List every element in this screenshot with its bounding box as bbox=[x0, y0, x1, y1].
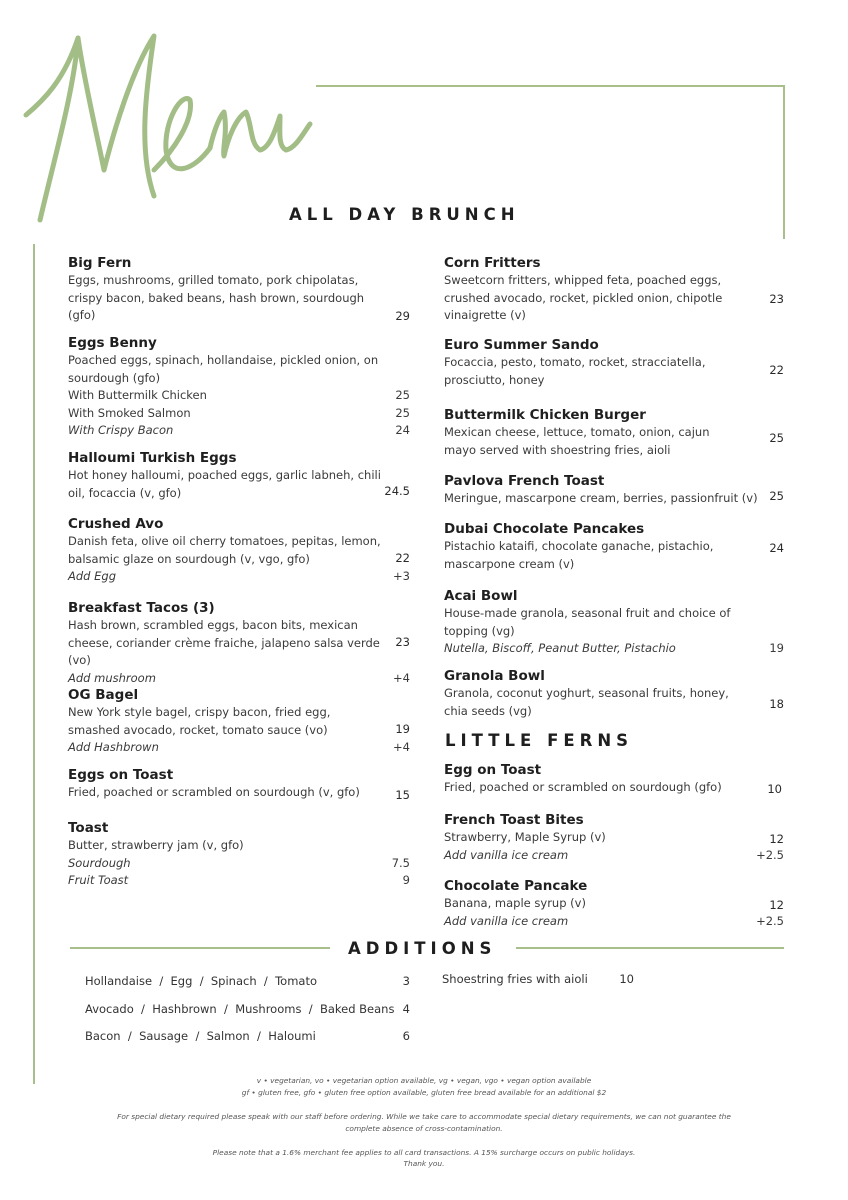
item-price: 12 bbox=[769, 898, 784, 912]
footer-legend-line-2: gf • gluten free, gfo • gluten free option available, gluten free bread available for an additional $2 bbox=[241, 1088, 607, 1097]
item-description: Banana, maple syrup (v) bbox=[444, 896, 586, 910]
item-option bbox=[444, 913, 784, 931]
option-label: Add Hashbrown bbox=[68, 740, 159, 754]
footer-fees-note: Please note that a 1.6% merchant fee applies to all card transactions. A 15% surcharge occurs on public holidays. bbox=[212, 1148, 636, 1157]
item-description: Fried, poached or scrambled on sourdough (gfo) bbox=[444, 780, 722, 794]
addition-price: 4 bbox=[402, 1002, 410, 1016]
menu-item-french-toast-bites bbox=[444, 811, 784, 877]
item-price: 24 bbox=[769, 541, 784, 555]
option-price: +2.5 bbox=[756, 847, 784, 862]
footer-dietary-note: For special dietary required please speak with our staff before ordering. While we take care to accommodate special dietary requirements, we can not guarantee the complete absence of cross-contamination. bbox=[117, 1112, 731, 1133]
option-price: +4 bbox=[393, 670, 410, 685]
addition-label: Avocado / Hashbrown / Mushrooms / Baked Beans bbox=[85, 1002, 395, 1016]
additions-divider-right bbox=[516, 947, 784, 949]
option-price: +4 bbox=[393, 740, 410, 754]
option-price: 25 bbox=[395, 388, 410, 402]
menu-item-granola-bowl bbox=[444, 667, 784, 727]
item-description: House-made granola, seasonal fruit and choice of topping (vg) bbox=[444, 606, 731, 638]
item-description: Pistachio kataifi, chocolate ganache, pistachio, mascarpone cream (v) bbox=[444, 539, 714, 571]
addition-price: 3 bbox=[402, 974, 410, 988]
menu-item-eggs-on-toast bbox=[68, 766, 410, 819]
item-description: Strawberry, Maple Syrup (v) bbox=[444, 830, 606, 844]
option-price: 24 bbox=[395, 423, 410, 437]
item-option bbox=[68, 422, 410, 440]
footer-legend-line-1: v • vegetarian, vo • vegetarian option available, vg • vegan, vgo • vegan option available bbox=[256, 1076, 592, 1085]
addition-row-fries bbox=[442, 972, 634, 986]
item-price: 24.5 bbox=[384, 484, 410, 498]
item-option bbox=[68, 405, 410, 423]
menu-item-chocolate-pancake bbox=[444, 877, 784, 943]
item-option bbox=[68, 670, 410, 688]
item-name: Eggs Benny bbox=[68, 335, 157, 351]
menu-item-corn-fritters bbox=[444, 254, 784, 336]
item-name: Euro Summer Sando bbox=[444, 337, 599, 353]
section-title-little-ferns: LITTLE FERNS bbox=[445, 731, 634, 750]
addition-price: 10 bbox=[619, 972, 634, 986]
addition-row-sides bbox=[85, 1002, 410, 1016]
item-name: Dubai Chocolate Pancakes bbox=[444, 521, 645, 537]
addition-row-sauces bbox=[85, 974, 410, 988]
addition-price: 6 bbox=[402, 1029, 410, 1043]
option-price: +2.5 bbox=[756, 913, 784, 928]
item-description: Meringue, mascarpone cream, berries, passionfruit (v) bbox=[444, 491, 758, 505]
item-name: Halloumi Turkish Eggs bbox=[68, 450, 237, 466]
item-name: Big Fern bbox=[68, 255, 132, 271]
item-name: Crushed Avo bbox=[68, 516, 164, 532]
item-name: Corn Fritters bbox=[444, 255, 541, 271]
item-option bbox=[68, 872, 410, 890]
item-price: 25 bbox=[769, 489, 784, 503]
option-price: 9 bbox=[402, 873, 410, 887]
item-name: Granola Bowl bbox=[444, 668, 545, 684]
option-label: Add vanilla ice cream bbox=[444, 847, 569, 862]
item-option bbox=[68, 855, 410, 873]
option-label: With Crispy Bacon bbox=[68, 423, 174, 437]
section-title-additions: ADDITIONS bbox=[348, 939, 497, 958]
item-description: Mexican cheese, lettuce, tomato, onion, cajun mayo served with shoestring fries, aioli bbox=[444, 425, 710, 457]
menu-item-eggs-benny bbox=[68, 334, 410, 449]
item-price: 10 bbox=[767, 782, 782, 796]
option-label: With Buttermilk Chicken bbox=[68, 388, 207, 402]
addition-label: Hollandaise / Egg / Spinach / Tomato bbox=[85, 974, 318, 988]
item-price: 22 bbox=[395, 551, 410, 565]
item-description: Focaccia, pesto, tomato, rocket, stracciatella, prosciutto, honey bbox=[444, 355, 706, 387]
item-price: 19 bbox=[395, 722, 410, 736]
item-description: Hot honey halloumi, poached eggs, garlic labneh, chili oil, focaccia (v, gfo) bbox=[68, 468, 381, 500]
menu-item-big-fern bbox=[68, 254, 410, 334]
frame-line-top bbox=[316, 85, 784, 87]
frame-line-right bbox=[783, 85, 785, 239]
menu-item-acai-bowl bbox=[444, 587, 784, 667]
item-name: Buttermilk Chicken Burger bbox=[444, 407, 646, 423]
item-price: 12 bbox=[769, 832, 784, 846]
menu-item-halloumi-turkish-eggs bbox=[68, 449, 410, 515]
item-name: Chocolate Pancake bbox=[444, 878, 588, 894]
item-description: Eggs, mushrooms, grilled tomato, pork chipolatas, crispy bacon, baked beans, hash brown, sourdough (gfo) bbox=[68, 273, 365, 322]
menu-item-egg-on-toast bbox=[444, 761, 784, 811]
option-label: Add Egg bbox=[68, 569, 116, 583]
item-price: 25 bbox=[769, 431, 784, 445]
menu-item-breakfast-tacos bbox=[68, 599, 410, 686]
item-option bbox=[68, 568, 410, 586]
option-label: Nutella, Biscoff, Peanut Butter, Pistachio bbox=[444, 641, 676, 655]
option-label: Add mushroom bbox=[68, 670, 156, 685]
menu-item-og-bagel bbox=[68, 686, 410, 766]
item-name: Toast bbox=[68, 820, 109, 836]
left-column bbox=[68, 254, 410, 891]
additions-divider-left bbox=[70, 947, 330, 949]
item-price: 18 bbox=[769, 697, 784, 711]
item-description: Butter, strawberry jam (v, gfo) bbox=[68, 838, 244, 852]
option-label: With Smoked Salmon bbox=[68, 405, 191, 420]
item-price: 15 bbox=[395, 788, 410, 802]
item-price: 23 bbox=[395, 635, 410, 649]
right-column bbox=[444, 254, 784, 727]
menu-script-logo bbox=[14, 20, 314, 230]
item-description: Danish feta, olive oil cherry tomatoes, pepitas, lemon, balsamic glaze on sourdough (v, vgo, gfo) bbox=[68, 534, 381, 566]
section-title-all-day-brunch: ALL DAY BRUNCH bbox=[289, 205, 520, 224]
item-description: Granola, coconut yoghurt, seasonal fruits, honey, chia seeds (vg) bbox=[444, 686, 729, 718]
item-option bbox=[444, 847, 784, 865]
item-name: Breakfast Tacos (3) bbox=[68, 600, 215, 616]
option-price: +3 bbox=[393, 569, 410, 583]
item-option bbox=[68, 739, 410, 757]
menu-item-euro-summer-sando bbox=[444, 336, 784, 406]
menu-item-crushed-avo bbox=[68, 515, 410, 599]
item-description: Hash brown, scrambled eggs, bacon bits, mexican cheese, coriander crème fraiche, jalapeno salsa verde (vo) bbox=[68, 618, 380, 667]
item-name: Acai Bowl bbox=[444, 588, 518, 604]
menu-item-dubai-chocolate-pancakes bbox=[444, 520, 784, 587]
option-label: Add vanilla ice cream bbox=[444, 913, 569, 928]
addition-label: Bacon / Sausage / Salmon / Haloumi bbox=[85, 1029, 316, 1043]
item-price: 29 bbox=[395, 309, 410, 323]
item-name: OG Bagel bbox=[68, 687, 139, 703]
footer-thanks: Thank you. bbox=[403, 1159, 445, 1168]
menu-item-pavlova-french-toast bbox=[444, 472, 784, 520]
option-price: 7.5 bbox=[391, 855, 410, 870]
item-option bbox=[444, 640, 784, 658]
frame-line-left bbox=[33, 244, 35, 1084]
addition-row-meats bbox=[85, 1029, 410, 1043]
menu-item-buttermilk-chicken-burger bbox=[444, 406, 784, 472]
addition-label: Shoestring fries with aioli bbox=[442, 972, 588, 986]
item-price: 23 bbox=[769, 292, 784, 306]
menu-item-toast bbox=[68, 819, 410, 891]
item-description: New York style bagel, crispy bacon, fried egg, smashed avocado, rocket, tomato sauce (vo) bbox=[68, 705, 331, 737]
item-description: Fried, poached or scrambled on sourdough (v, gfo) bbox=[68, 785, 360, 799]
item-option bbox=[68, 387, 410, 405]
item-name: Eggs on Toast bbox=[68, 767, 174, 783]
option-price: 19 bbox=[769, 641, 784, 655]
little-ferns-column bbox=[444, 761, 784, 943]
option-label: Fruit Toast bbox=[68, 873, 129, 887]
item-name: Egg on Toast bbox=[444, 762, 542, 778]
item-name: Pavlova French Toast bbox=[444, 473, 605, 489]
item-description: Sweetcorn fritters, whipped feta, poached eggs, crushed avocado, rocket, pickled onion, chipotle vinaigrette (v) bbox=[444, 273, 723, 322]
option-label: Sourdough bbox=[68, 855, 131, 870]
item-description: Poached eggs, spinach, hollandaise, pickled onion, on sourdough (gfo) bbox=[68, 353, 379, 385]
item-name: French Toast Bites bbox=[444, 812, 584, 828]
option-price: 25 bbox=[395, 405, 410, 420]
item-price: 22 bbox=[769, 363, 784, 377]
